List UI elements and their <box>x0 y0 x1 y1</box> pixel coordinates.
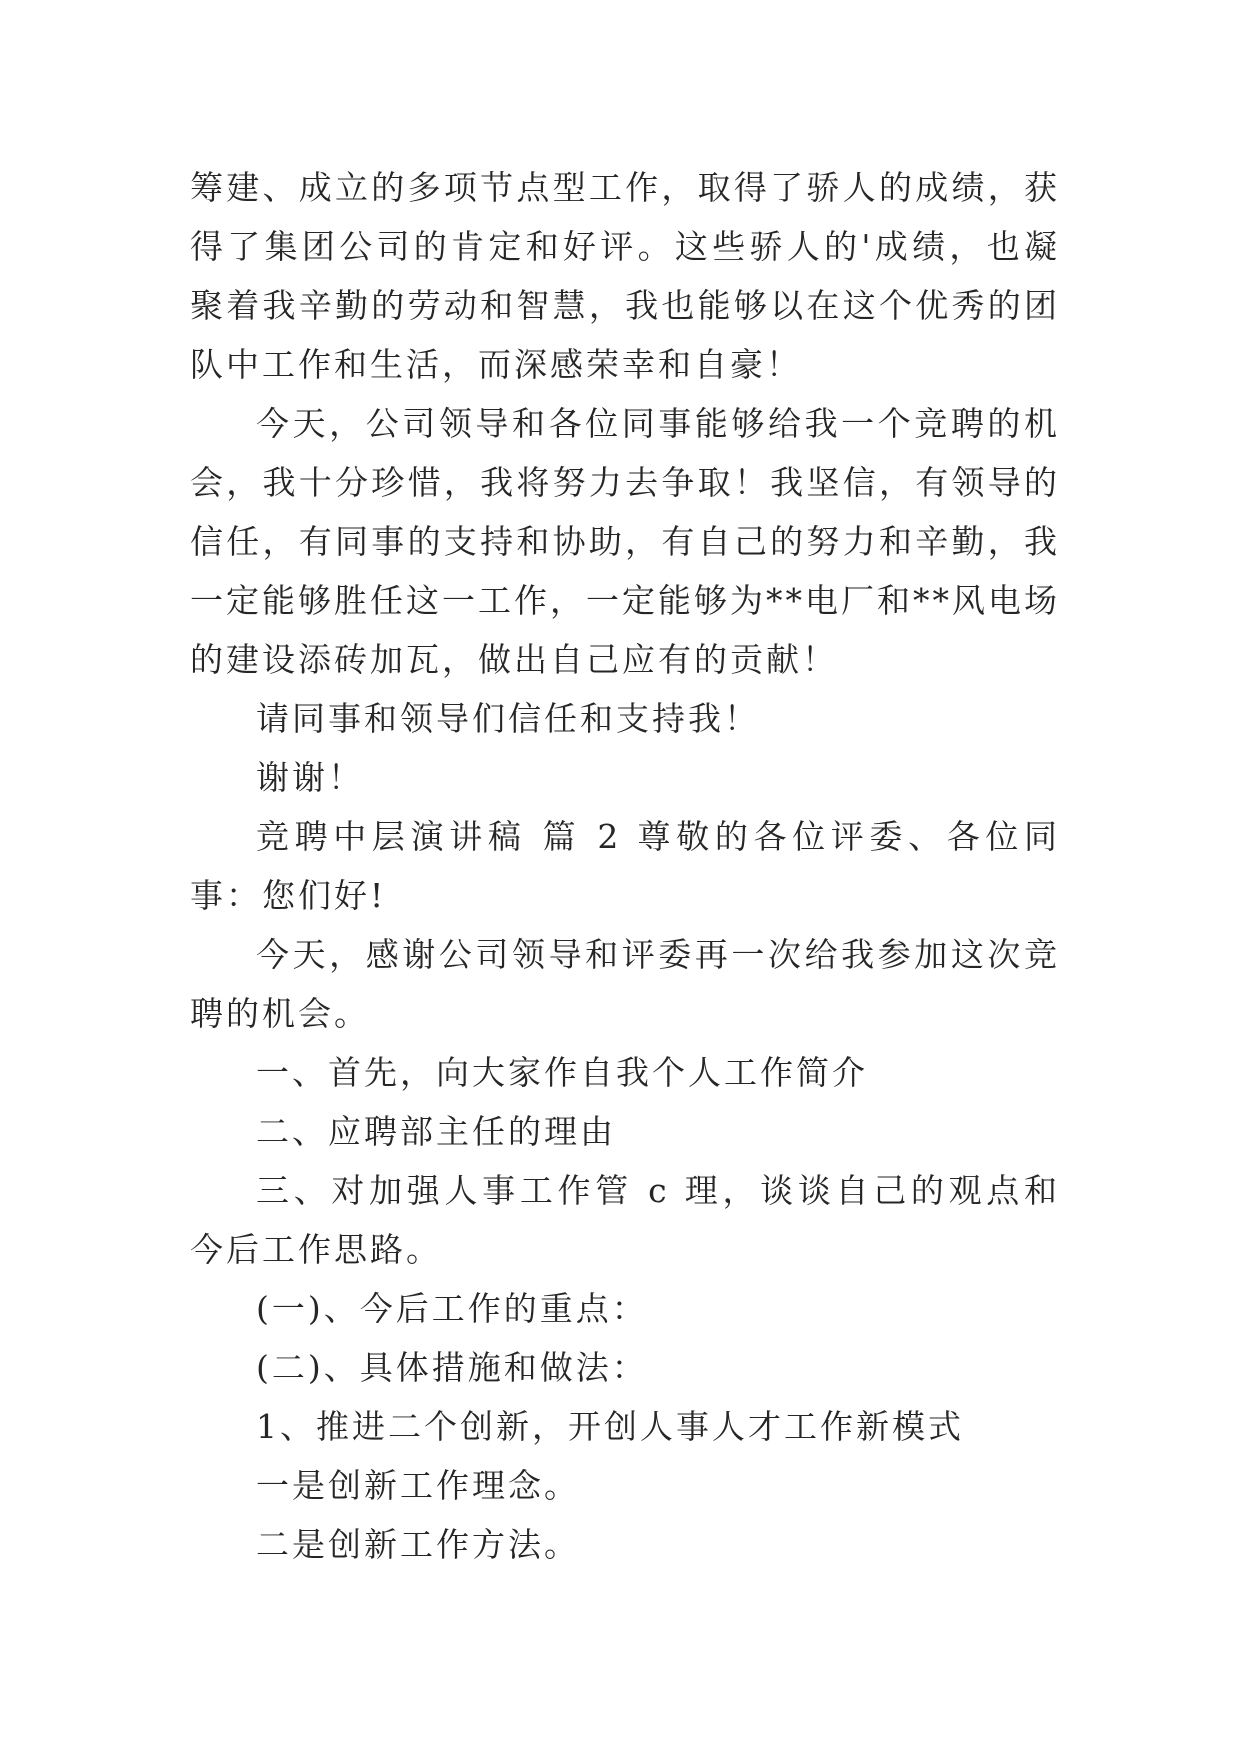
paragraph-3: 请同事和领导们信任和支持我！ <box>256 699 760 738</box>
paragraph-10: (一)、今后工作的重点： <box>256 1289 648 1328</box>
paragraph-1: 筹建、成立的多项节点型工作，取得了骄人的成绩，获得了集团公司的肯定和好评。这些骄人的'成绩，也凝聚着我辛勤的劳动和智慧，我也能够以在这个优秀的团队中工作和生活，而深感荣幸和自豪！ <box>190 168 1060 384</box>
paragraph-12: 1、推进二个创新，开创人事人才工作新模式 <box>256 1407 964 1446</box>
paragraph-13: 一是创新工作理念。 <box>256 1466 580 1505</box>
paragraph-5: 竞聘中层演讲稿 篇 2 尊敬的各位评委、各位同事：您们好! <box>190 817 1060 915</box>
paragraph-8: 二、应聘部主任的理由 <box>256 1112 616 1151</box>
paragraph-11: (二)、具体措施和做法： <box>256 1348 648 1387</box>
document-body <box>190 158 1060 1574</box>
paragraph-2: 今天，公司领导和各位同事能够给我一个竞聘的机会，我十分珍惜，我将努力去争取！我坚信，有领导的信任，有同事的支持和协助，有自己的努力和辛勤，我一定能够胜任这一工作，一定能够为**电厂和**风电场的建设添砖加瓦，做出自己应有的贡献！ <box>190 404 1060 679</box>
paragraph-9: 三、对加强人事工作管 c 理，谈谈自己的观点和今后工作思路。 <box>190 1171 1060 1269</box>
paragraph-7: 一、首先，向大家作自我个人工作简介 <box>256 1053 868 1092</box>
paragraph-4: 谢谢！ <box>256 758 364 797</box>
paragraph-6: 今天，感谢公司领导和评委再一次给我参加这次竞聘的机会。 <box>190 935 1060 1033</box>
paragraph-14: 二是创新工作方法。 <box>256 1525 580 1564</box>
